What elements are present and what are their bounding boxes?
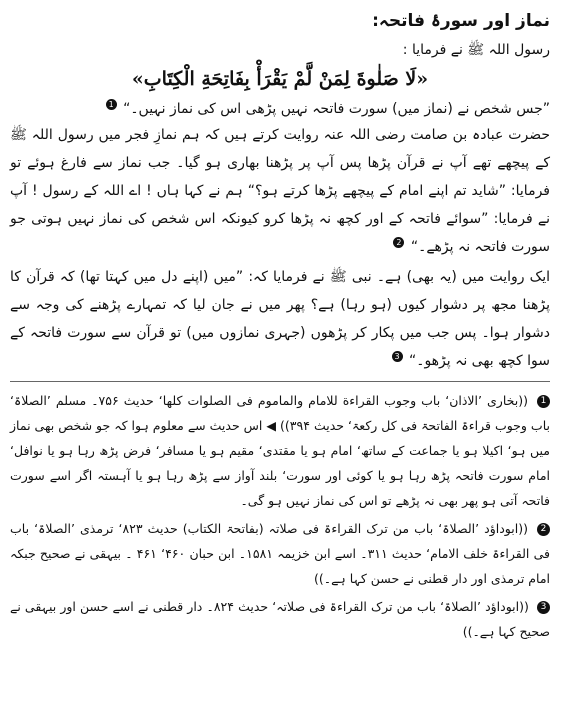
footnote-marker: 3 bbox=[392, 351, 403, 362]
footnote-text: ((ابوداؤد ’الصلاۃ‘ باب من ترک القراءۃ فی صلاتہ‘ حدیث ۸۲۴۔ دار قطنی نے اسے حسن اور بیہقی نے صحیح کہا ہے۔)) bbox=[10, 599, 550, 639]
footnote bbox=[10, 594, 550, 644]
footnote-text: ((بخاری ’الاذان‘ باب وجوب القراءة للامام والماموم فی الصلوات کلھا‘ حدیث ۷۵۶۔ مسلم ’الصلاۃ‘ باب وجوب قراءۃ الفاتحۃ فی کل رکعۃ‘ حدیث ۳۹۴)) ◀ اس حدیث سے معلوم ہوا کہ جو شخص بھی نماز میں ہو‘ اکیلا ہو یا جماعت کے ساتھ‘ امام ہو یا مقتدی‘ مقیم ہو یا مسافر‘ فرض پڑھ رہا ہو یا نوافل‘ امام سورت فاتحہ پڑھ رہا ہو یا کوئی اور سورت‘ بلند آواز سے پڑھ رہا ہو یا آہستہ اگر اسے سورت فاتحہ آتی ہو پھر بھی نہ پڑھے تو اس کی نماز نہیں ہو گی۔ bbox=[10, 393, 550, 508]
paragraph-text: حضرت عبادہ بن صامت رضی اللہ عنہ روایت کرتے ہیں کہ ہم نمازِ فجر میں رسول اللہ ﷺ کے پیچھے تھے آپ نے قرآن پڑھا پس آپ پر پڑھنا بھاری ہو گیا۔ جب نماز سے فارغ ہوئے تو فرمایا: ”شاید تم اپنے امام کے پیچھے پڑھا کرتے ہو؟“ ہم نے کہا ہاں ! اے اللہ کے رسول ! آپ نے فرمایا: ”سوائے فاتحہ کے اور کچھ نہ پڑھا کرو کیونکہ اس شخص کی نماز نہیں ہوتی جو سورت فاتحہ نہ پڑھے۔“ bbox=[10, 127, 550, 255]
hadith-arabic-text: «لَا صَلٰوةَ لِمَنْ لَّمْ يَقْرَأْ بِفَاتِحَةِ الْكِتَابِ» bbox=[131, 68, 429, 90]
body-paragraph bbox=[10, 263, 550, 375]
hadith-translation bbox=[10, 98, 550, 121]
footnote bbox=[10, 516, 550, 591]
body-paragraph bbox=[10, 121, 550, 261]
translation-text: ”جس شخص نے (نماز میں) سورت فاتحہ نہیں پڑھی اس کی نماز نہیں۔“ bbox=[123, 101, 550, 117]
footnote-marker: 2 bbox=[393, 237, 404, 248]
footnote-number: 3 bbox=[537, 601, 550, 614]
paragraph-text: ایک روایت میں (یہ بھی) ہے۔ نبی ﷺ نے فرمایا کہ: ”میں (اپنے دل میں کہتا تھا) کہ قرآن کا پڑھنا مجھ پر دشوار کیوں (ہو رہا) ہے؟ پھر میں نے جان لیا کہ تمہارے پڑھنے کی وجہ سے دشوار ہوا۔ پس جب میں پکار کر پڑھوں (جہری نمازوں میں) تو قرآن سے سورت فاتحہ کے سوا کچھ بھی نہ پڑھو۔“ bbox=[10, 269, 550, 369]
footnote-number: 2 bbox=[537, 523, 550, 536]
hadith-intro: رسول اللہ ﷺ نے فرمایا : bbox=[402, 42, 550, 58]
footnote-marker: 1 bbox=[106, 99, 117, 110]
footnote-divider bbox=[10, 381, 550, 382]
footnote-text: ((ابوداؤد ’الصلاۃ‘ باب من ترک القراءۃ فی صلاتہ (بفاتحۃ الکتاب) حدیث ۸۲۳‘ ترمذی ’الصلاۃ‘ باب فی القراءۃ خلف الامام‘ حدیث ۳۱۱۔ اسے ابن خزیمہ ۱۵۸۱۔ ابن حبان ۴۶۰‘ ۴۶۱ ۔ بیہقی نے صحیح جبکہ امام ترمذی اور دار قطنی نے حسن کہا ہے۔)) bbox=[10, 521, 550, 586]
footnote bbox=[10, 388, 550, 513]
footnote-number: 1 bbox=[537, 395, 550, 408]
section-heading: نماز اور سورۂ فاتحہ: bbox=[372, 11, 550, 31]
